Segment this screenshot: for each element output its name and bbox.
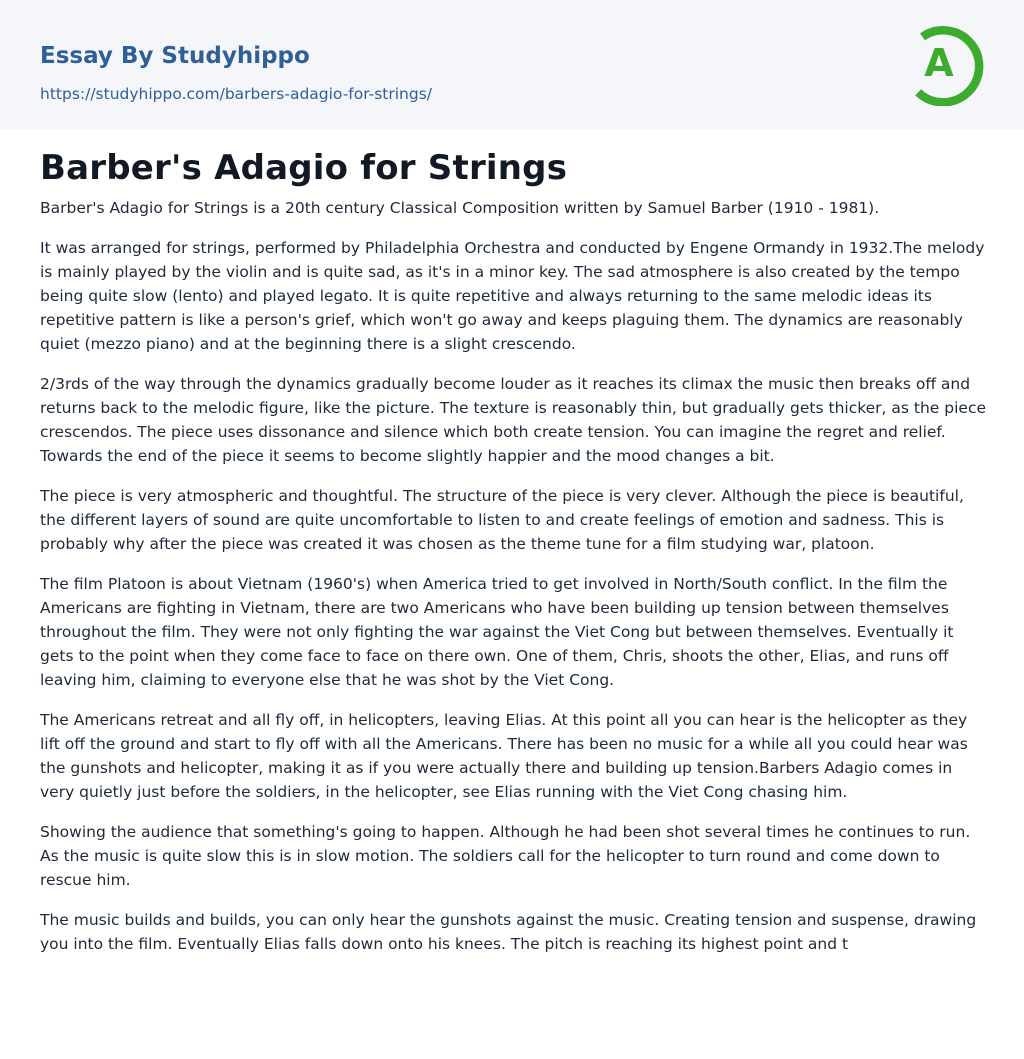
logo-letter: A [924, 41, 954, 85]
article-title: Barber's Adagio for Strings [40, 148, 568, 188]
article-paragraph: The Americans retreat and all fly off, in helicopters, leaving Elias. At this point all you can hear is the helicopter as they lift off the ground and start to fly off with all the Americans. There has been no music for a while all you could hear was the gunshots and helicopter, making it as if you were actually there and building up tension.Barbers Adagio comes in very quietly just before the soldiers, in the helicopter, see Elias running with the Viet Cong chasing him. [40, 711, 968, 801]
article-paragraph: It was arranged for strings, performed by Philadelphia Orchestra and conducted by Engene Ormandy in 1932.The melody is mainly played by the violin and is quite sad, as it's in a minor key. The sad atmosphere is also created by the tempo being quite slow (lento) and played legato. It is quite repetitive and always returning to the same melodic ideas its repetitive pattern is like a person's grief, which won't go away and keeps plaguing them. The dynamics are reasonably quiet (mezzo piano) and at the beginning there is a slight crescendo. [40, 239, 985, 353]
article-paragraph: The film Platoon is about Vietnam (1960's) when America tried to get involved in North/South conflict. In the film the Americans are fighting in Vietnam, there are two Americans who have been building up tension between themselves throughout the film. They were not only fighting the war against the Viet Cong but between themselves. Eventually it gets to the point when they come face to face on there own. One of them, Chris, shoots the other, Elias, and runs off leaving him, claiming to everyone else that he was shot by the Viet Cong. [40, 575, 954, 689]
article-paragraph: Showing the audience that something's going to happen. Although he had been shot several times he continues to run. As the music is quite slow this is in slow motion. The soldiers call for the helicopter to turn round and come down to rescue him. [40, 823, 971, 889]
article-paragraph: Barber's Adagio for Strings is a 20th century Classical Composition written by Samuel Barber (1910 - 1981). [40, 199, 880, 217]
studyhippo-logo-icon[interactable] [904, 18, 988, 106]
article [40, 146, 990, 972]
page-url-link[interactable]: https://studyhippo.com/barbers-adagio-for-strings/ [40, 85, 432, 103]
article-paragraph: The piece is very atmospheric and thoughtful. The structure of the piece is very clever. Although the piece is beautiful, the different layers of sound are quite uncomfortable to listen to and create feelings of emotion and sadness. This is probably why after the piece was created it was chosen as the theme tune for a film studying war, platoon. [40, 487, 964, 553]
site-brand[interactable]: Essay By Studyhippo [40, 43, 310, 69]
site-header [0, 0, 1024, 129]
article-paragraph: The music builds and builds, you can only hear the gunshots against the music. Creating tension and suspense, drawing you into the film. Eventually Elias falls down onto his knees. The pitch is reaching its highest point and t [40, 911, 977, 953]
article-paragraph: 2/3rds of the way through the dynamics gradually become louder as it reaches its climax the music then breaks off and returns back to the melodic figure, like the picture. The texture is reasonably thin, but gradually gets thicker, as the piece crescendos. The piece uses dissonance and silence which both create tension. You can imagine the regret and relief. Towards the end of the piece it seems to become slightly happier and the mood changes a bit. [40, 375, 987, 465]
